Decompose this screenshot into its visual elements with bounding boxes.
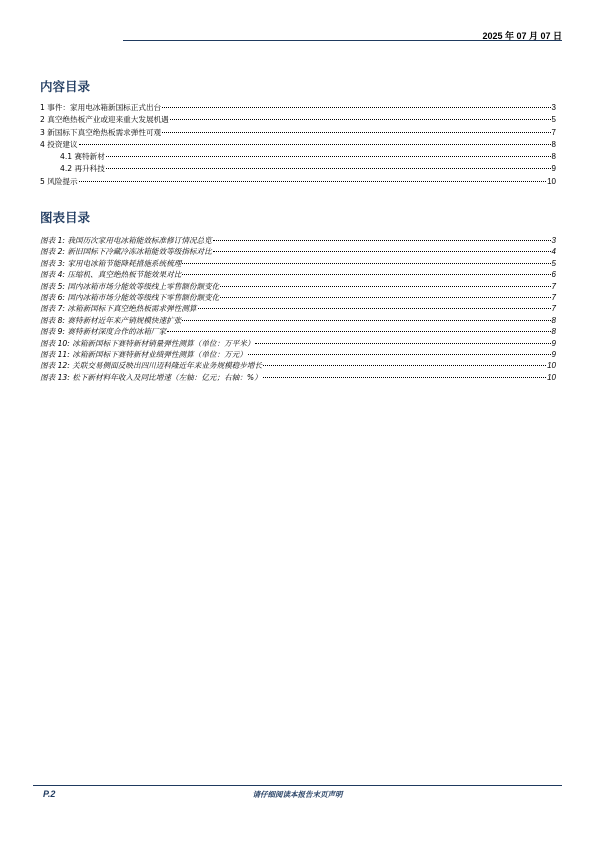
toc-entry[interactable] [40,163,556,175]
figure-entry[interactable] [40,360,556,371]
figure-entry-page: 10 [547,361,556,371]
toc-entry-page: 10 [547,176,556,186]
report-date: 2025 年 07 月 07 日 [482,31,562,41]
toc-entry[interactable] [40,176,556,188]
dot-leader [170,119,551,120]
toc-entry[interactable] [40,102,556,114]
toc-entry-text: 1 事件：家用电冰箱新国标正式出台 [40,103,162,112]
toc-entry-text: 4.2 再升科技 [60,164,105,174]
figure-entry-page: 8 [551,315,556,325]
figure-entry-page: 6 [551,270,556,280]
figure-entry-text: 图表 13: 松下新材料年收入及同比增速（左轴：亿元；右轴：%） [40,372,262,382]
figure-entry[interactable] [40,292,556,303]
figure-entry[interactable] [40,315,556,326]
dot-leader [213,251,551,252]
toc-entry-text: 5 风险提示 [40,176,78,186]
figure-entry-page: 9 [551,349,556,359]
toc-entry[interactable] [40,139,556,151]
figure-entry-page: 10 [547,372,556,382]
dot-leader [79,181,546,182]
dot-leader [198,308,551,309]
toc-entry-text: 2 真空绝热板产业或迎来重大发展机遇 [40,115,169,125]
dot-leader [263,377,546,378]
figure-list-title: 图表目录 [40,210,91,225]
footer-divider [33,785,562,786]
toc-entry[interactable] [40,114,556,126]
page-number: P.2 [43,789,56,799]
dot-leader [182,263,550,264]
figure-entry[interactable] [40,269,556,280]
figure-entry-text: 图表 8: 赛特新材近年来产销规模快速扩张 [40,315,182,325]
figure-entry-page: 3 [551,236,556,245]
toc-title: 内容目录 [40,79,91,94]
footer-disclaimer: 请仔细阅读本报告末页声明 [252,790,343,799]
toc-entry-text: 4 投资建议 [40,139,78,149]
dot-leader [220,297,550,298]
figure-entry-text: 图表 3: 家用电冰箱节能降耗措施系统梳理 [40,258,182,268]
dot-leader [220,286,550,287]
figure-list [40,235,556,383]
toc-entry-page: 8 [551,139,556,149]
figure-entry-text: 图表 4: 压缩机、真空绝热板节能效果对比 [40,270,182,280]
dot-leader [263,365,546,366]
dot-leader [255,343,550,344]
dot-leader [182,320,550,321]
figure-entry-text: 图表 1: 我国历次家用电冰箱能效标准修订情况总览 [40,236,212,245]
dot-leader [182,274,550,275]
figure-entry[interactable] [40,281,556,292]
dot-leader [162,107,550,108]
dot-leader [248,354,551,355]
toc-entry-text: 4.1 赛特新材 [60,152,105,162]
figure-entry[interactable] [40,246,556,257]
dot-leader [106,156,551,157]
figure-entry-page: 7 [551,304,556,314]
figure-entry[interactable] [40,349,556,360]
toc-entry-text: 3 新国标下真空绝热板需求弹性可观 [40,127,162,137]
toc-entry-page: 7 [551,127,556,137]
figure-entry-text: 图表 7: 冰箱新国标下真空绝热板需求弹性测算 [40,304,197,314]
figure-entry[interactable] [40,326,556,337]
figure-entry-page: 9 [551,338,556,348]
figure-entry-page: 4 [551,247,556,257]
toc-entry-page: 9 [551,164,556,174]
figure-entry[interactable] [40,235,556,246]
toc-list [40,102,556,188]
dot-leader [162,132,550,133]
figure-entry-page: 7 [551,292,556,302]
figure-entry-page: 7 [551,281,556,291]
toc-entry-page: 3 [551,103,556,112]
figure-entry-text: 图表 5: 国内冰箱市场分能效等级线上零售额份额变化 [40,281,220,291]
dot-leader [79,144,551,145]
figure-entry[interactable] [40,372,556,383]
figure-entry-text: 图表 9: 赛特新材深度合作的冰箱厂家 [40,327,167,337]
figure-entry[interactable] [40,258,556,269]
toc-entry[interactable] [40,151,556,163]
header-divider [123,40,562,41]
figure-entry-text: 图表 10: 冰箱新国标下赛特新材销量弹性测算（单位：万平米） [40,338,255,348]
figure-entry-page: 5 [551,258,556,268]
figure-entry-text: 图表 11: 冰箱新国标下赛特新材业绩弹性测算（单位：万元） [40,349,247,359]
toc-entry-page: 5 [551,115,556,125]
toc-entry-page: 8 [551,152,556,162]
figure-entry[interactable] [40,338,556,349]
figure-entry-text: 图表 6: 国内冰箱市场分能效等级线下零售额份额变化 [40,292,220,302]
toc-entry[interactable] [40,127,556,139]
figure-entry-page: 8 [551,327,556,337]
figure-entry-text: 图表 2: 新旧国标下冷藏冷冻冰箱能效等级指标对比 [40,247,212,257]
dot-leader [106,168,551,169]
figure-entry-text: 图表 12: 关联交易侧面反映出四川迈科隆近年来业务规模稳步增长 [40,361,263,371]
figure-entry[interactable] [40,303,556,314]
dot-leader [167,331,550,332]
dot-leader [213,240,551,241]
